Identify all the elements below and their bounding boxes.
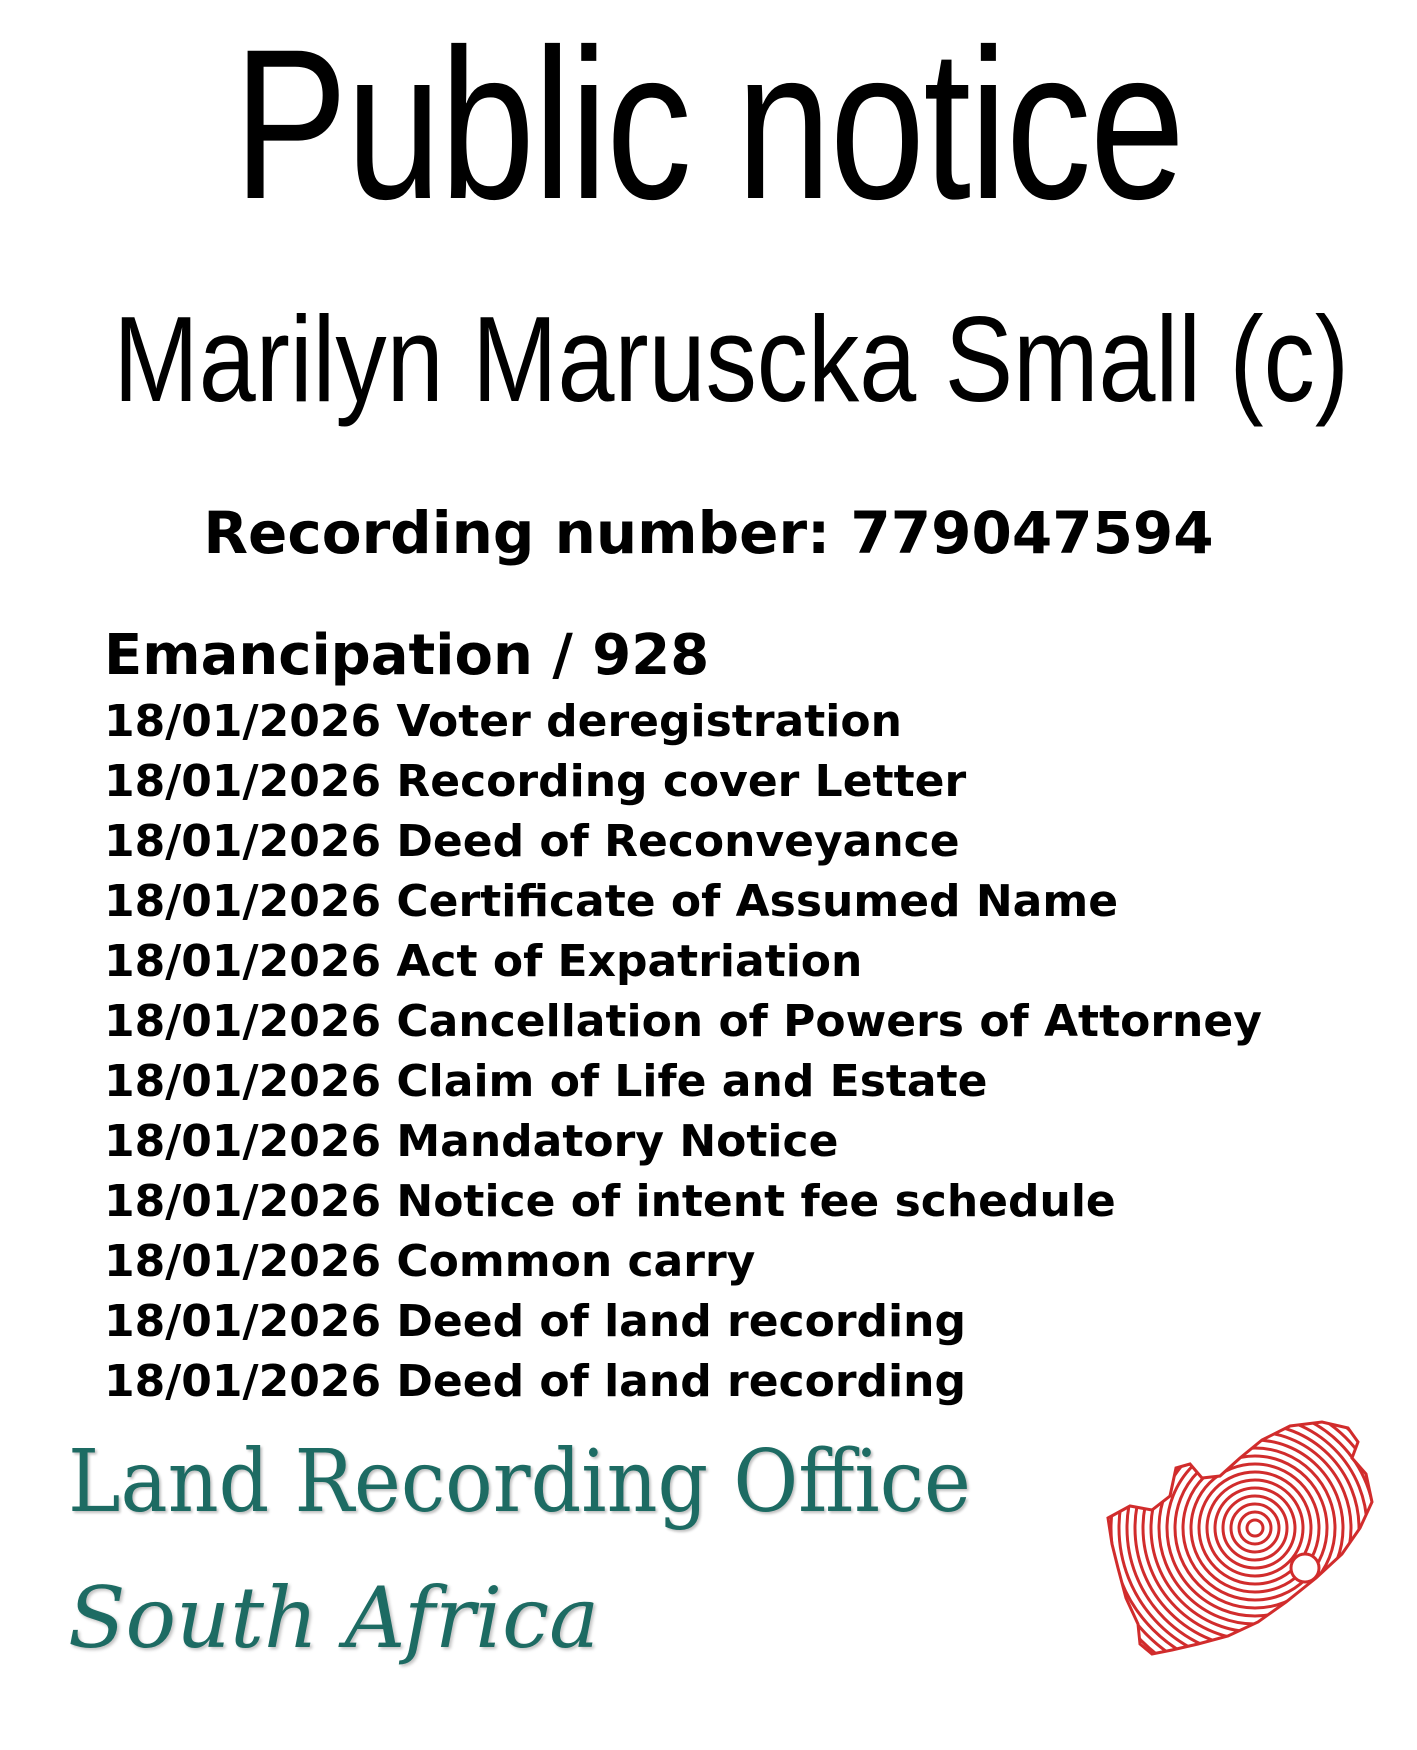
- list-item: 18/01/2026 Recording cover Letter: [104, 756, 967, 807]
- recording-number: Recording number: 779047594: [203, 499, 1214, 567]
- list-item: 18/01/2026 Deed of Reconveyance: [104, 816, 960, 867]
- list-item: 18/01/2026 Common carry: [104, 1236, 756, 1287]
- list-item: 18/01/2026 Mandatory Notice: [104, 1116, 839, 1167]
- page-title: Public notice: [233, 5, 1184, 244]
- list-item: 18/01/2026 Voter deregistration: [104, 696, 902, 747]
- list-item: 18/01/2026 Deed of land recording: [104, 1356, 966, 1407]
- section-heading: Emancipation / 928: [104, 623, 710, 688]
- list-item: 18/01/2026 Notice of intent fee schedule: [104, 1176, 1116, 1227]
- list-item: 18/01/2026 Act of Expatriation: [104, 936, 863, 987]
- list-item: 18/01/2026 Deed of land recording: [104, 1296, 966, 1347]
- list-item: 18/01/2026 Claim of Life and Estate: [104, 1056, 988, 1107]
- person-name: Marilyn Maruscka Small (c): [113, 291, 1349, 427]
- office-name: Land Recording Office: [68, 1432, 971, 1532]
- entries-list: [104, 692, 1262, 1412]
- south-africa-fingerprint-map-icon: [1090, 1418, 1390, 1668]
- list-item: 18/01/2026 Certificate of Assumed Name: [104, 876, 1119, 927]
- office-country: South Africa: [68, 1569, 600, 1667]
- list-item: 18/01/2026 Cancellation of Powers of Attorney: [104, 996, 1262, 1047]
